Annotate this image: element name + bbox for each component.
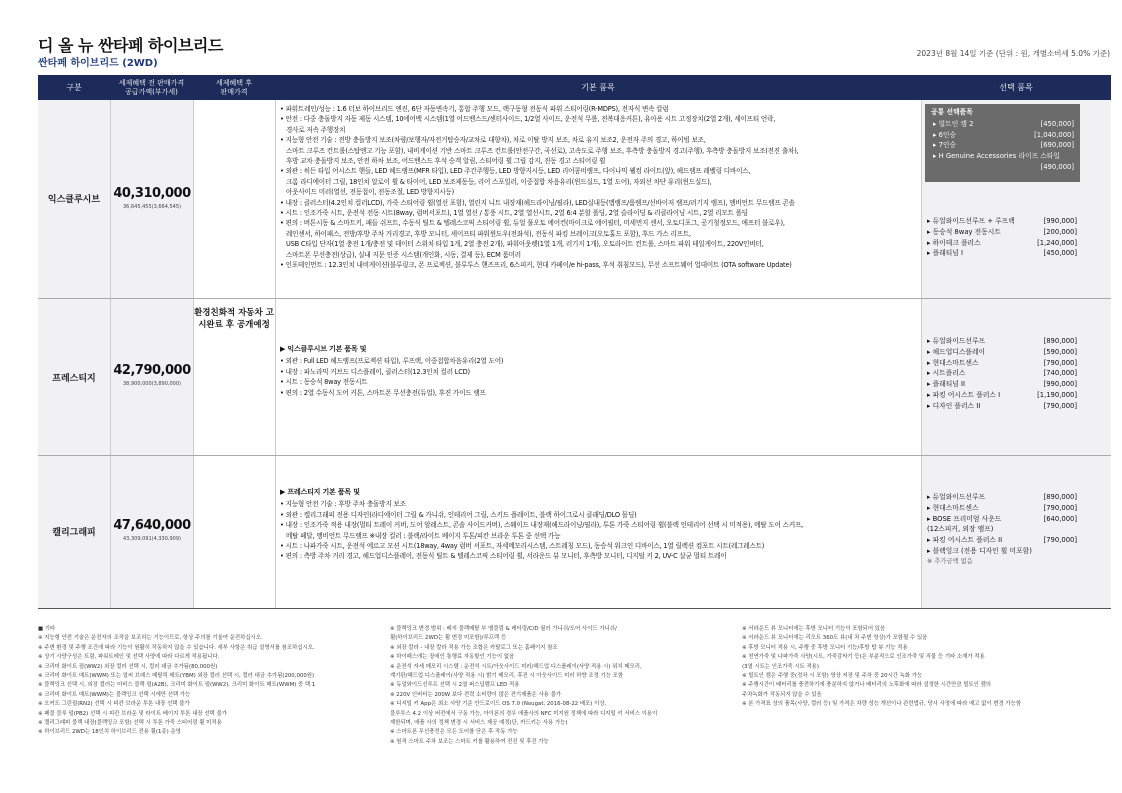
header-trim: 구분	[66, 82, 82, 92]
features-list	[280, 487, 918, 562]
feature-line: • 편의 : 2열 수동식 도어 커튼, 스마트폰 무선충전(듀얼), 후진 가이드 램프	[280, 388, 486, 397]
table-bottom-line	[38, 608, 1111, 609]
divider	[921, 100, 922, 608]
row-divider	[38, 455, 1111, 456]
footnotes-column-3	[742, 625, 1112, 710]
feature-line: • 외관 : Full LED 헤드램프(프로젝션 타입), 루프랙, 이중접합차음유리(2열 도어)	[280, 357, 504, 366]
option-item	[927, 401, 1077, 412]
footnote-line: ※ 주행시간이 배터리를 충전하기에 충분하지 않거나 배터리의 노후화에 따라 설정한 시간만큼 빌트인 캠의	[742, 682, 991, 689]
footnote-line: 주차녹화가 작동되지 않을 수 있음	[742, 691, 822, 698]
option-item	[927, 535, 1077, 546]
header-options: 선택 품목	[999, 82, 1033, 92]
option-name: ▸ BOSE 프리미엄 사운드	[927, 514, 1002, 523]
page-title: 디 올 뉴 싼타페 하이브리드	[38, 36, 223, 55]
option-item	[927, 238, 1077, 249]
footnote-line: ※ 스마트폰 무선충전은 모든 도어를 닫은 후 작동 가능	[390, 729, 518, 736]
option-price: [890,000]	[1043, 493, 1077, 501]
option-item	[927, 390, 1077, 401]
footnote-line: ※ 듀얼와이드선루프 선택 시 2열 퍼스널램프 LED 적용	[390, 682, 520, 689]
footnote-line: ■ 기타	[38, 626, 56, 632]
option-price: [490,000]	[1040, 162, 1074, 171]
footnote-line: 제한되며, 애플 사의 정책 변경 시 서비스 제공 예정(단, 카드키는 사용 가능)	[390, 720, 568, 727]
option-price: [1,190,000]	[1037, 390, 1077, 399]
option-price: [890,000]	[1043, 337, 1077, 345]
common-option-item	[925, 151, 1080, 162]
feature-line: • 외관 : 캘리그래피 전용 디자인(라디에이터 그릴 & 가니쉬, 인테리어 그릴, 스키드 플레이트, 블랙 하이그로시 클래딩/DLO 몰딩)	[280, 510, 637, 519]
features-list	[280, 344, 918, 398]
common-option-item	[925, 130, 1080, 141]
header-features: 기본 품목	[581, 82, 615, 92]
feature-line: • 지능형 안전 기술 : 전방 충돌방지 보조(차량/보행자/자전거탑승자/교차로 대향차), 차로 이탈 방지 보조, 차로 유지 보조2, 운전자 주의 경고, 하이빔 보조,	[280, 136, 706, 145]
common-option-item	[925, 119, 1080, 130]
table-header	[38, 75, 1111, 100]
footnote-line: ※ 지능형 안전 기술은 운전자의 조작을 보조하는 기능이므로, 항상 주의를 기울여 운전하십시오.	[38, 635, 263, 642]
trim-price: 42,790,000	[113, 363, 191, 378]
footnote-line: (3열 시트는 인조가죽 시트 적용)	[742, 663, 819, 670]
option-name: (12스피커, 외장 앰프)	[927, 525, 994, 534]
feature-line: 스마트폰 무선충전(상급), 실내 지문 인증 시스템(개인화, 시동, 결제 등), ECM 룸미러	[286, 250, 521, 259]
option-name: ▸ 7인승	[933, 141, 957, 150]
page-subtitle: 싼타페 하이브리드 (2WD)	[38, 58, 158, 69]
footnotes-column-1	[38, 625, 378, 738]
option-price: [200,000]	[1043, 227, 1077, 236]
option-item	[927, 514, 1077, 525]
footnotes-column-2	[390, 625, 730, 747]
footnote-line: 휠(하이브리드 2WD는 휠 변경 미포함)/루프랙 등	[390, 635, 507, 642]
options-list	[927, 336, 1077, 412]
feature-line: • 파워트레인/성능 : 1.6 터보 하이브리드 엔진, 6단 자동변속기, 통합 주행 모드, 랙구동형 전동식 파워 스티어링(R-MDPS), 전자식 변속 칼럼	[280, 105, 669, 113]
footnote-line: ※ 220V 인버터는 200W 보다 전력 소비량이 많은 전기제품은 사용 불가	[390, 691, 562, 698]
option-name: ▸ 플래티넘 II	[927, 380, 966, 389]
footnote-line: 계기판/헤드업 디스플레이(사양 적용 시) 밝기 메모리, 후진 시 아웃사이드 미러 하향 조정 기능 포함	[390, 673, 624, 680]
feature-line: 레인센서, 하이패스, 전방/후방 주차 거리경고, 후방 모니터, 세이프티 파워윈도우(전좌석), 전동식 파킹 브레이크(오토홀드 포함), 후드 가스 리프트,	[286, 229, 691, 238]
option-name: ▸ 디자인 플러스 II	[927, 401, 981, 410]
common-options-title: 공통 선택품목	[931, 108, 973, 116]
option-item	[927, 524, 1077, 535]
divider	[275, 100, 276, 608]
feature-line: • 내장 : 클러스터(4.2인치 컬러LCD), 가죽 스티어링 휠(열선 포함), 열린지 니트 내장재(헤드라이닝/필라), LED실내등(맵램프/룸램프/선바이저 램프/러기지 램프), 앰비언트 무드램프 콘솔	[280, 198, 795, 207]
trim-name: 캘리그래피	[52, 528, 96, 538]
option-price: [1,040,000]	[1034, 130, 1074, 139]
feature-line: • 지능형 안전 기술 : 후방 주차 충돌방지 보조	[280, 500, 406, 509]
footnote-line: ※ 외장 칼라 - 내장 칼라 적용 가능 조합은 카탈로그 또는 홈페이지 참조	[390, 644, 558, 651]
option-name: ▸ 시트플러스	[927, 369, 966, 378]
option-price: [450,000]	[1043, 249, 1077, 258]
trim-price: 40,310,000	[113, 186, 191, 201]
footnote-line: ※ 크리미 화이트 매트(WWM) 또는 얼씨 브래스 메탈릭 매트(YBM) 외장 컬러 선택 시, 컬러 대금 추가됨(200,000원)	[38, 673, 315, 680]
features-heading: ▶ 익스클루시브 기본 품목 및	[280, 345, 367, 353]
date-note: 2023년 8월 14일 기준 (단위 : 원, 개별소비세 5.0% 기준)	[916, 49, 1110, 58]
option-name: ▸ 듀얼와이드선루프	[927, 337, 986, 345]
footnote-line: ※ 하이패스에는 장애인 통행료 자동할인 기능이 없음	[390, 654, 515, 661]
divider	[110, 100, 111, 608]
option-name: ▸ 현대스마트센스	[927, 503, 979, 512]
option-price: [990,000]	[1043, 217, 1077, 225]
option-item	[927, 368, 1077, 379]
feature-line: • 내장 : 파노라믹 커브드 디스플레이, 클러스터(12.3인치 컬러 LCD)	[280, 367, 470, 376]
header-price-after: 세제혜택 후 판매가격	[215, 79, 253, 96]
trim-price-sub: 38,900,000(3,890,000)	[123, 381, 181, 387]
option-item	[927, 216, 1077, 227]
option-item	[927, 347, 1077, 358]
option-price: [640,000]	[1043, 514, 1077, 523]
feature-line: • 시트 : 동승석 8way 전동시트	[280, 378, 368, 387]
eco-price-note: 환경친화적 자동차 고시완료 후 공개예정	[194, 308, 274, 331]
option-price: [790,000]	[1043, 401, 1077, 410]
footnote-line: ※ 본 가격표 상의 품목(사양, 컬러 등) 및 가격은 차량 성능 개선이나 관련법규, 당사 사정에 따라 예고 없이 변경 가능함	[742, 701, 1022, 708]
option-price: [590,000]	[1043, 347, 1077, 356]
footnote-line: ※ 천연가죽 및 나파가죽 사양(시트, 가죽감싸기 등)은 부분적으로 인조가죽 및 직물 등 기타 소재가 적용	[742, 654, 985, 661]
feature-line: 스마트 크루즈 컨트롤(스탑앤고 기능 포함), 내비게이션 기반 스마트 크루즈 컨트롤(안전구간, 곡선로), 고속도로 주행 보조, 후측방 충돌방지 경고(주행), 후측방 충돌방지 보조(전진 출차),	[286, 146, 799, 155]
option-price: [690,000]	[1040, 141, 1074, 150]
feature-line: • 내장 : 인조가죽 적용 내장(멀티 트레이 커버, 도어 암레스트, 콘솔 사이드커버), 스웨이드 내장재(헤드라이닝/필라), 투톤 가죽 스티어링 휠(블랙 인테리어 선택 시 미적용), 메탈 도어 스커프,	[280, 521, 804, 530]
option-name: ▸ 헤드업디스플레이	[927, 347, 986, 356]
features-list	[280, 104, 918, 271]
option-name: ▸ 동승석 8way 전동시트	[927, 227, 1001, 236]
footnote-line: ※ 크리미 화이트 펄(WW2) 외장 컬러 선택 시, 컬러 대금 추가됨(80,000원)	[38, 663, 218, 670]
option-name: ▸ 블랙잉크 (전용 디자인 휠 미포함)	[927, 546, 1032, 555]
option-name: ▸ 듀얼와이드선루프	[927, 493, 986, 501]
feature-line: • 편의 : 측방 주차 거리 경고, 헤드업디스플레이, 전동식 틸트 & 텔레스코픽 스티어링 휠, 서라운드 뷰 모니터, 후측방 모니터, 디지털 키 2, UV-C 살균 멀티 트레이	[280, 552, 727, 561]
feature-line: USB C타입 단자(1열 충전 1개/충전 및 데이터 스위치 타입 1개, 2열 충전 2개), 파워아웃렛(1열 1개, 러기지 1개), 오토라이트 컨트롤, 스마트 파워 테일게이트, 220V인버터,	[286, 240, 764, 249]
option-price: [790,000]	[1043, 358, 1077, 367]
feature-line: 메탈 페달, 앰비언트 무드램프 ※내장 컬러 : 블랙/라이트 베이지 투톤/피칸 브라운 투톤 중 선택 가능	[286, 531, 561, 540]
footnote-line: ※ 서라운드 뷰 모니터에는 후방 모니터 기능이 포함되어 있음	[742, 626, 886, 632]
options-list	[927, 492, 1077, 568]
option-item	[927, 557, 1077, 568]
divider	[193, 100, 194, 608]
option-name: ▸ 하이테크 플러스	[927, 238, 981, 247]
footnote-line: ※ 크리미 화이트 매트(WWM)는 블랙잉크 선택 시에만 선택 가능	[38, 691, 191, 698]
option-price: [790,000]	[1043, 503, 1077, 512]
footnote-line: 블루투스 4.2 이상 버전에서 구동 가능, 아이폰의 경우 애플사의 NFC 미지원 정책에 따라 디지털 키 서비스 이용이	[390, 710, 658, 717]
option-name: ▸ 파킹 어시스트 플러스 II	[927, 536, 1003, 545]
option-item	[927, 336, 1077, 347]
option-item	[927, 248, 1077, 259]
footnote-line: ※ 주변 환경 및 주행 조건에 따라 기능이 원활히 작동하지 않을 수 있습니다. 세부 사항은 취급 설명서를 참조하십시오.	[38, 644, 315, 651]
option-item	[927, 546, 1077, 557]
option-item	[927, 358, 1077, 369]
footnote-line: ※ 오커도 그린펄(RN2) 선택 시 피칸 브라운 투톤 내장 선택 불가	[38, 701, 190, 708]
footnote-line: ※ 페블 블루 펄(PB2) 선택 시 피칸 브라운 및 라이트 베이지 투톤 내장 선택 불가	[38, 710, 227, 717]
row-divider	[38, 298, 1111, 299]
trim-name: 익스클루시브	[47, 195, 101, 205]
feature-line: • 시트 : 나파가죽 시트, 운전석 에르고 모션 시트(18way, 4way 럼버 서포트, 자세메모리시스템, 스트레칭 모드), 동승석 워크인 디바이스, 1열 릴렉션 컴포트 시트(레그레스트)	[280, 542, 765, 551]
option-price: [1,240,000]	[1037, 238, 1077, 247]
footnote-line: ※ 운전석 자세 메모리 시스템 : 운전석 시트/아웃사이드 미러/헤드업 디스플레이(사양 적용 시) 위치 메모리,	[390, 663, 642, 670]
option-name: ▸ 빌트인 캠 2	[933, 119, 974, 128]
footnote-line: ※ 서라운드 뷰 모니터에는 리모트 360도 뷰(내 차 주변 영상)가 포함될 수 있음	[742, 635, 928, 642]
feature-line: 크롬 라디에이터 그릴, 18인치 알로이 휠 & 타이어, LED 보조제동등, 리어 스포일러, 이중접합 차음유리(윈드실드, 1열 도어), 자외선 차단 유리(윈드실드),	[286, 177, 712, 186]
feature-line: • 안전 : 다중 충돌방지 자동 제동 시스템, 10에어백 시스템(1열 어드밴스드/센터사이드, 1/2열 사이드, 운전석 무릎, 전복대응커튼), 유아용 시트 고정장치(2열 2개), 세이프티 언락,	[280, 115, 776, 124]
option-item	[927, 379, 1077, 390]
option-price: [790,000]	[1043, 536, 1077, 545]
option-name: ※ 추가금액 없음	[927, 557, 973, 565]
footnote-line: ※ 블랙잉크 선택 시, 외장 컬러는 어비스 블랙 펄(A2B), 크리미 화이트 펄(WW2), 크리미 화이트 매트(WWM) 중 택 1	[38, 682, 316, 689]
option-name: ▸ 6인승	[933, 130, 957, 139]
option-name: ▸ 플래티넘 I	[927, 249, 964, 258]
option-name: ▸ 현대스마트센스	[927, 358, 979, 367]
option-price: [740,000]	[1043, 369, 1077, 378]
feature-line: • 인포테인먼트 : 12.3인치 내비게이션(블루링크, 폰 프로젝션, 블루투스 핸즈프리, 6스피커, 현대 카페이/e hi-pass, 후석 취침모드), 무선 소프트웨어 업데이트 (OTA software Update)	[280, 261, 792, 270]
option-price: [450,000]	[1040, 119, 1074, 128]
footnote-line: ※ 빌트인 캠은 주행 중(정차 시 포함) 영상 저장 및 주차 중 20시간 녹화 가능	[742, 673, 923, 680]
option-item	[927, 503, 1077, 514]
feature-line: • 외관 : 히든 타입 어시스트 핸들, LED 헤드램프(MFR 타입), LED 주간주행등, LED 방향지시등, LED 리어콤비램프, 다이나믹 웰컴 라이트(앞), 헤드램프 레벨링 디바이스,	[280, 167, 751, 176]
option-name: ▸ H Genuine Accessories 라이프 스타일	[933, 152, 1060, 161]
footnote-line: ※ 디지털 키 App은 최소 사양 기준 안드로이드 OS 7.0 (Nougat, 2016-08-22 배포) 이상,	[390, 701, 607, 708]
footnote-line: ※ 후방 모니터 적용 시, 주행 중 후방 모니터 기능/후방 탑 뷰 기능 적용	[742, 644, 908, 651]
trim-name: 프레스티지	[52, 374, 96, 384]
option-price: [990,000]	[1043, 380, 1077, 389]
feature-line: • 시트 : 인조가죽 시트, 운전석 전동 시트(8way, 럼버서포트), 1열 열선 / 통풍 시트, 2열 열선시트, 2열 6:4 분할 폴딩, 2열 슬라이딩 & 리클라이닝 시트, 2열 리모트 폴딩	[280, 209, 748, 218]
footnote-line: ※ 블랙잉크 변경 범위 : 배지 블랙메탈 부 앰블럼 & 레터링/C/D 필러 가니쉬/도어 사이드 가니쉬/	[390, 626, 617, 632]
header-price-before: 세제혜택 전 판매가격 공급가액(부가세)	[118, 79, 185, 96]
footnote-line: ※ 원격 스마트 주차 보조는 스마트 키를 활용하여 전진 및 후진 가능	[390, 738, 549, 745]
option-item	[927, 227, 1077, 238]
footnote-line: ※ 하이브리드 2WD는 18인치 하이브리드 전용 휠(1종) 운영	[38, 729, 181, 736]
option-name: ▸ 파킹 어시스트 플러스 I	[927, 390, 1001, 399]
trim-price: 47,640,000	[113, 518, 191, 533]
feature-line: 경사로 저속 주행장치	[286, 125, 346, 134]
footnote-line: ※ 캘리그래피 블랙 내장(블랙잉크 포함) 선택 시 투톤 가죽 스티어링 휠 미적용	[38, 720, 222, 727]
features-heading: ▶ 프레스티지 기본 품목 및	[280, 488, 360, 496]
common-option-item	[925, 162, 1080, 173]
trim-price-sub: 36,645,455(3,664,545)	[123, 204, 181, 210]
option-name: ▸ 듀얼와이드선루프 + 루프랙	[927, 217, 1015, 225]
common-options-box	[925, 104, 1080, 182]
feature-line: 후방 교차 충돌방지 보조, 안전 하차 보조, 어드밴스드 후석 승객 알림, 스티어링 휠 그립 감지, 진동 경고 스티어링 휠	[286, 157, 606, 166]
common-option-item	[925, 140, 1080, 151]
feature-line: 아웃사이드 미러(열선, 전동접이, 전동조절, LED 방향지시등)	[286, 188, 454, 197]
feature-line: • 편의 : 버튼시동 & 스마트키, 패들 쉬프트, 수동식 틸트 & 텔레스코픽 스티어링 휠, 듀얼 풀오토 에어컨(마이크로 에어필터, 미세먼지 센서, 오토디포그, 공기청정모드, 애프터 블로우),	[280, 219, 785, 228]
trim-price-sub: 43,309,091(4,330,909)	[123, 536, 181, 542]
options-list	[927, 216, 1077, 259]
footnote-line: ※ 상기 사양구성은 트림, 파워트레인 및 선택 사양에 따라 다르게 적용됩니다.	[38, 654, 220, 661]
option-item	[927, 492, 1077, 503]
